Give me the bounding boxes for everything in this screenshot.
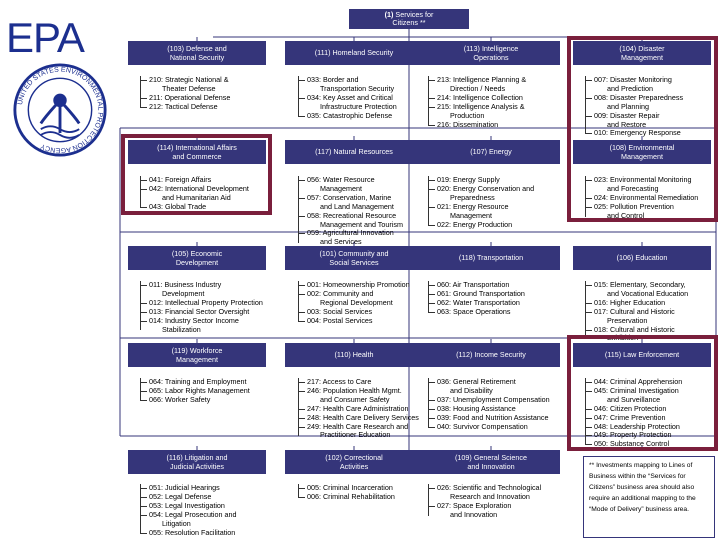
line-of-business-item: 214: Intelligence Collection [428,94,526,103]
line-of-business-item-continued: and Surveillance [607,394,661,404]
line-of-business-item: 011: Business Industry [140,281,263,290]
line-of-business-item: 025: Pollution Prevention [585,203,698,212]
line-of-business-item-continued: and Humanitarian Aid [162,192,231,202]
area-code: (112) [456,350,473,360]
area-name: Income Security [474,350,526,360]
area-name: Litigation and [184,452,228,462]
line-of-business-item: 054: Legal Prosecution and [140,511,237,520]
line-of-business-item: 012: Intellectual Property Protection [140,299,263,308]
area-code: (107) [470,147,487,157]
line-of-business-item: 024: Environmental Remediation [585,194,698,203]
line-of-business-list [140,76,230,112]
line-of-business-item-continued: and Land Management [320,201,394,211]
line-of-business-item: 010: Emergency Response [585,129,683,138]
area-name: Energy [489,147,512,157]
line-of-business-item-continued: Preparedness [450,192,495,202]
line-of-business-item-continued: and Restore [607,119,647,129]
line-of-business-item-continued: Litigation [162,518,191,528]
line-of-business-item: 215: Intelligence Analysis & [428,103,526,112]
highlight-international-affairs [121,134,272,215]
business-area-header [422,246,560,270]
area-code: (106) [616,253,634,263]
area-name-2: Development [175,258,219,267]
line-of-business-list [428,176,534,229]
line-of-business-item: 001: Homeownership Promotion [298,281,410,290]
line-of-business-list [428,281,525,317]
area-name: Defense and [186,43,227,53]
line-of-business-item: 007: Disaster Monitoring [585,76,683,85]
line-of-business-item: 045: Criminal Investigation [585,387,682,396]
business-area-header [285,450,423,474]
line-of-business-list [298,76,397,121]
line-of-business-item: 017: Cultural and Historic [585,308,688,317]
line-of-business-item: 006: Criminal Rehabilitation [298,493,395,502]
area-code: (105) [171,248,189,258]
area-code: (104) [619,43,637,53]
line-of-business-item-continued: Transportation Security [320,83,395,93]
area-name-2: Management [621,53,663,62]
line-of-business-item: 008: Disaster Preparedness [585,94,683,103]
area-name: Health [352,350,374,360]
line-of-business-item-continued: and Disability [450,385,493,395]
seal-text: UNITED STATES ENVIRONMENTAL PROTECTION AGENCY [16,66,104,154]
line-of-business-item: 049: Property Protection [585,431,682,440]
line-of-business-item-continued: and Prediction [607,83,653,93]
line-of-business-list [298,281,410,326]
line-of-business-item: 034: Key Asset and Critical [298,94,397,103]
area-code: (115) [604,350,622,360]
line-of-business-list [140,484,237,537]
line-of-business-item: 038: Housing Assistance [428,405,550,414]
line-of-business-list [298,484,395,502]
business-area-header [285,246,423,270]
line-of-business-item: 061: Ground Transportation [428,290,525,299]
line-of-business-item-continued: Management and Tourism [320,219,403,229]
line-of-business-item: 018: Cultural and Historic [585,326,688,335]
line-of-business-item: 058: Recreational Resource [298,212,403,221]
area-name: Homeland Security [332,48,394,58]
area-code: (117) [315,147,332,157]
line-of-business-item: 066: Worker Safety [140,396,250,405]
line-of-business-item: 055: Resolution Facilitation [140,529,237,538]
line-of-business-item-continued: Preservation [607,315,648,325]
line-of-business-list [428,484,541,520]
line-of-business-item: 005: Criminal Incarceration [298,484,395,493]
line-of-business-item: 063: Space Operations [428,308,525,317]
area-name: Education [635,253,668,263]
line-of-business-item-continued: Exhibition [607,333,639,343]
line-of-business-item: 216: Dissemination [428,121,526,130]
line-of-business-item: 062: Water Transportation [428,299,525,308]
line-of-business-item: 048: Leadership Protection [585,423,682,432]
line-of-business-item-continued: and Control [607,210,645,220]
area-name-2: Social Services [329,258,379,267]
line-of-business-item: 021: Energy Resource [428,203,534,212]
area-name: Transportation [477,253,524,263]
line-of-business-item: 053: Legal Investigation [140,502,237,511]
line-of-business-item: 060: Air Transportation [428,281,525,290]
line-of-business-item-continued: and Services [320,237,362,247]
footnote-box [583,456,715,538]
business-area-header [422,343,560,367]
line-of-business-item-continued: Practitioner Education [320,430,391,440]
line-of-business-item-continued: Theater Defense [162,83,216,93]
business-area-header [128,246,266,270]
line-of-business-item: 213: Intelligence Planning & [428,76,526,85]
line-of-business-item: 035: Catastrophic Defense [298,112,397,121]
line-of-business-item: 013: Financial Sector Oversight [140,308,263,317]
note-line: Business within the “Services for [589,473,686,480]
line-of-business-item: 211: Operational Defense [140,94,230,103]
area-code: (119) [171,345,188,355]
line-of-business-list [428,76,526,129]
line-of-business-item: 002: Community and [298,290,410,299]
note-line: require an additional mapping to the [589,495,696,502]
line-of-business-item: 037: Unemployment Compensation [428,396,550,405]
area-name: Disaster [638,43,665,53]
area-code: (114) [157,142,174,152]
services-for-citizens-header [349,9,469,29]
note-line: Citizens” business area should also [589,484,695,491]
line-of-business-item: 033: Border and [298,76,397,85]
line-of-business-item: 044: Criminal Apprehension [585,378,682,387]
line-of-business-item: 247: Health Care Administration [298,405,419,414]
line-of-business-item: 064: Training and Employment [140,378,250,387]
area-code: (110) [334,350,351,360]
area-name: Law Enforcement [623,350,680,360]
line-of-business-item: 065: Labor Rights Management [140,387,250,396]
line-of-business-item: 047: Crime Prevention [585,414,682,423]
line-of-business-item-continued: Production [450,110,485,120]
line-of-business-list [298,176,403,247]
area-name: International Affairs [175,142,237,152]
line-of-business-item: 042: International Development [140,185,249,194]
line-of-business-item: 023: Environmental Monitoring [585,176,698,185]
root-title-2: Citizens ** [392,18,426,27]
line-of-business-item: 051: Judicial Hearings [140,484,237,493]
line-of-business-item-continued: and Consumer Safety [320,394,390,404]
area-name: Correctional [344,452,383,462]
line-of-business-list [298,378,419,440]
line-of-business-item: 015: Elementary, Secondary, [585,281,688,290]
line-of-business-item: 056: Water Resource [298,176,403,185]
business-area-header [422,450,560,474]
area-code: (102) [325,452,343,462]
area-name: Community and [338,248,389,258]
line-of-business-item-continued: Management [320,183,362,193]
line-of-business-list [585,281,688,343]
line-of-business-item: 027: Space Exploration [428,502,541,511]
area-name: Workforce [189,345,223,355]
area-code: (111) [314,48,331,58]
line-of-business-item: 036: General Retirement [428,378,550,387]
line-of-business-item-continued: Stabilization [162,324,201,334]
area-code: (113) [463,43,480,53]
line-of-business-item-continued: and Innovation [450,509,498,519]
line-of-business-list [140,378,250,405]
line-of-business-item: 248: Health Care Delivery Services [298,414,419,423]
line-of-business-item: 004: Postal Services [298,317,410,326]
area-code: (118) [458,253,476,263]
area-name-2: Activities [339,462,369,471]
business-area-header [128,41,266,65]
line-of-business-item: 026: Scientific and Technological [428,484,541,493]
line-of-business-item-continued: and Planning [607,101,649,111]
line-of-business-item-continued: Regional Development [320,297,393,307]
line-of-business-item: 050: Substance Control [585,440,682,449]
area-code: (101) [319,248,337,258]
line-of-business-list [140,281,263,334]
line-of-business-item: 046: Citizen Protection [585,405,682,414]
area-name: Environmental [628,142,675,152]
epa-seal-icon [12,62,108,158]
area-name-2: Management [621,152,663,161]
business-area-header [285,41,423,65]
area-name-2: and Commerce [172,152,222,161]
business-area-header [128,343,266,367]
line-of-business-item: 003: Social Services [298,308,410,317]
business-area-header [422,140,560,164]
note-line: ** Investments mapping to Lines of [589,462,693,469]
area-name: Intelligence [481,43,519,53]
root-title: Services for [395,9,434,19]
epa-logo: EPA [6,14,84,61]
line-of-business-item: 246: Population Health Mgmt. [298,387,419,396]
line-of-business-item: 014: Industry Sector Income [140,317,263,326]
business-area-header [285,343,423,367]
line-of-business-item: 059: Agricultural Innovation [298,229,403,238]
line-of-business-item: 212: Tactical Defense [140,103,230,112]
line-of-business-item-continued: Infrastructure Protection [320,101,397,111]
area-name-2: and Innovation [467,462,515,471]
line-of-business-item: 009: Disaster Repair [585,112,683,121]
line-of-business-item: 039: Food and Nutrition Assistance [428,414,550,423]
area-code: (116) [166,452,183,462]
line-of-business-item: 040: Survivor Compensation [428,423,550,432]
line-of-business-item-continued: Direction / Needs [450,83,506,93]
line-of-business-item: 210: Strategic National & [140,76,230,85]
line-of-business-item: 043: Global Trade [140,203,249,212]
business-area-header [285,140,423,164]
area-name-2: Judicial Activities [170,462,224,471]
business-area-header [128,450,266,474]
line-of-business-item: 052: Legal Defense [140,493,237,502]
line-of-business-item-continued: and Forecasting [607,183,659,193]
area-code: (103) [167,43,184,53]
note-line: “Mode of Delivery” business area. [589,506,689,513]
area-code: (109) [455,452,472,462]
line-of-business-item-continued: Management [450,210,492,220]
highlight-disaster-environmental [567,36,718,222]
highlight-law-enforcement [567,335,718,451]
line-of-business-item-continued: Research and Innovation [450,491,530,501]
area-name: Economic [190,248,223,258]
area-name-2: National Security [169,53,225,62]
line-of-business-item: 020: Energy Conservation and [428,185,534,194]
area-name-2: Management [176,355,218,364]
line-of-business-item: 057: Conservation, Marine [298,194,403,203]
line-of-business-item: 249: Health Care Research and [298,423,419,432]
root-code: (1) [384,9,394,19]
line-of-business-item: 019: Energy Supply [428,176,534,185]
line-of-business-list [428,378,550,431]
line-of-business-item: 041: Foreign Affairs [140,176,249,185]
business-area-header [573,246,711,270]
line-of-business-item: 022: Energy Production [428,221,534,230]
line-of-business-item-continued: Development [162,288,205,298]
area-code: (108) [609,142,627,152]
area-name: General Science [473,452,527,462]
business-area-header [422,41,560,65]
line-of-business-item: 217: Access to Care [298,378,419,387]
area-name: Natural Resources [333,147,393,157]
line-of-business-item: 016: Higher Education [585,299,688,308]
line-of-business-item-continued: and Vocational Education [607,288,689,298]
area-name-2: Operations [473,53,509,62]
